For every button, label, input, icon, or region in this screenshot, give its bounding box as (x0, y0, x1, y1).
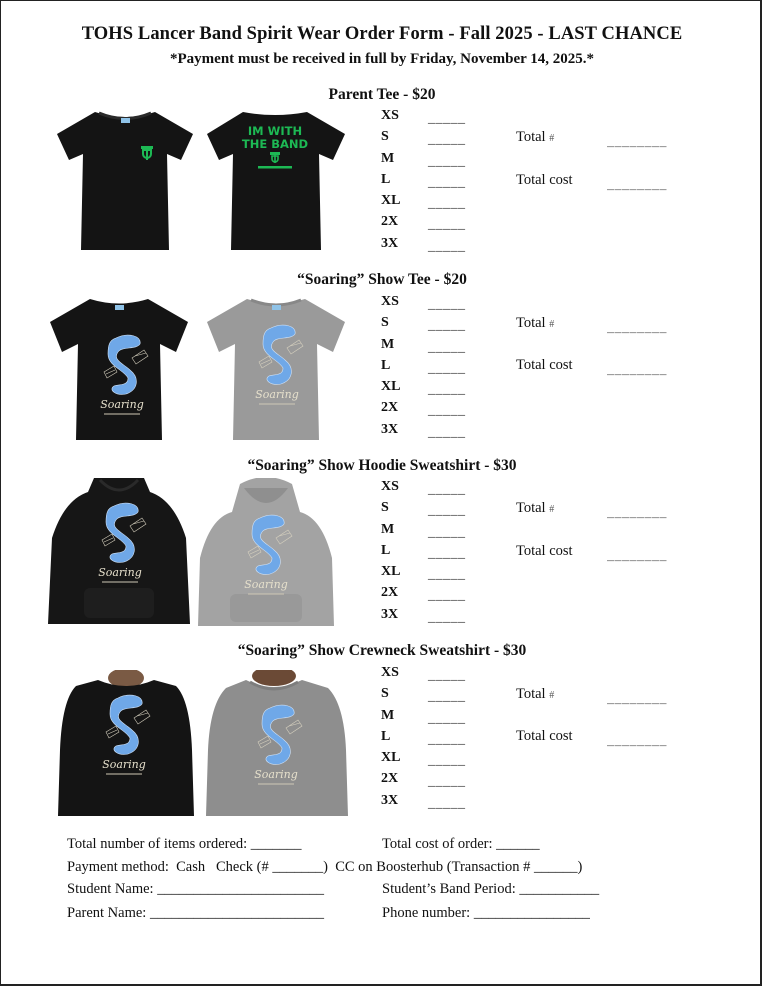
qty-field-3x[interactable]: _____ (428, 795, 466, 811)
qty-field-xs[interactable]: _____ (428, 297, 466, 312)
show-hoodie-gray-image (196, 478, 336, 626)
qty-field-3x[interactable]: _____ (428, 609, 466, 625)
qty-field-3x[interactable]: _____ (428, 424, 466, 440)
size-row-3x: 3X _____ (381, 235, 466, 254)
student-name-field[interactable]: Student Name: _______________________ (67, 881, 324, 897)
qty-field-s[interactable]: _____ (428, 318, 466, 334)
parent-tee-size-list (381, 108, 491, 257)
size-row-s: S _____ (381, 686, 466, 705)
section-title-show-crewneck: “Soaring” Show Crewneck Sweatshirt - $30 (237, 642, 527, 659)
size-row-2x: 2X _____ (381, 214, 466, 233)
qty-field-xl[interactable]: _____ (428, 382, 466, 398)
qty-field-2x[interactable]: _____ (428, 774, 466, 790)
total-items-ordered-field[interactable]: Total number of items ordered: _______ (67, 836, 302, 852)
size-row-s: S _____ (381, 129, 466, 148)
total-cost-of-order-field[interactable]: Total cost of order: ______ (382, 836, 540, 852)
qty-field-2x[interactable]: _____ (428, 217, 466, 233)
size-row-xl: XL _____ (381, 564, 466, 583)
size-row-3x: 3X _____ (381, 792, 466, 811)
section-title-show-tee: “Soaring” Show Tee - $20 (297, 271, 467, 288)
show-crewneck-total-count-label: Total # (516, 686, 555, 702)
size-row-xs: XS _____ (381, 294, 466, 312)
parent-name-field[interactable]: Parent Name: ________________________ (67, 905, 324, 921)
size-row-l: L _____ (381, 542, 466, 561)
section-title-parent-tee: Parent Tee - $20 (328, 86, 436, 103)
show-tee-gray-image (203, 296, 349, 442)
size-row-s: S _____ (381, 500, 466, 519)
qty-field-2x[interactable]: _____ (428, 588, 466, 604)
parent-tee-total-count-label: Total # (516, 129, 555, 145)
qty-field-l[interactable]: _____ (428, 545, 466, 561)
payment-deadline-note: *Payment must be received in full by Friday, November 14, 2025.* (170, 51, 594, 67)
size-row-m: M _____ (381, 336, 466, 355)
show-crewneck-black-image (58, 670, 194, 816)
qty-field-l[interactable]: _____ (428, 174, 466, 190)
show-crewneck-total-cost-field[interactable]: ________ (607, 731, 667, 747)
show-hoodie-total-count-field[interactable]: ________ (607, 503, 667, 519)
size-row-xs: XS _____ (381, 479, 466, 497)
show-crewneck-size-list (381, 665, 491, 814)
qty-field-xs[interactable]: _____ (428, 482, 466, 497)
qty-field-xs[interactable]: _____ (428, 111, 466, 126)
size-row-2x: 2X _____ (381, 585, 466, 604)
show-tee-total-cost-field[interactable]: ________ (607, 360, 667, 376)
parent-tee-back-image (201, 108, 349, 253)
show-hoodie-total-cost-label: Total cost (516, 543, 573, 559)
show-tee-total-cost-label: Total cost (516, 357, 573, 373)
qty-field-s[interactable]: _____ (428, 132, 466, 148)
section-title-show-hoodie: “Soaring” Show Hoodie Sweatshirt - $30 (247, 457, 517, 474)
size-row-xl: XL _____ (381, 379, 466, 398)
size-row-xs: XS _____ (381, 108, 466, 126)
qty-field-xl[interactable]: _____ (428, 753, 466, 769)
show-hoodie-total-cost-field[interactable]: ________ (607, 546, 667, 562)
size-row-m: M _____ (381, 521, 466, 540)
tag-icon (121, 118, 130, 123)
size-row-l: L _____ (381, 357, 466, 376)
qty-field-3x[interactable]: _____ (428, 238, 466, 254)
qty-field-s[interactable]: _____ (428, 503, 466, 519)
parent-tee-front-image (53, 108, 198, 253)
qty-field-xl[interactable]: _____ (428, 567, 466, 583)
qty-field-l[interactable]: _____ (428, 360, 466, 376)
show-tee-black-image (46, 296, 192, 442)
size-row-3x: 3X _____ (381, 606, 466, 625)
qty-field-xl[interactable]: _____ (428, 196, 466, 212)
size-row-3x: 3X _____ (381, 421, 466, 440)
band-period-field[interactable]: Student’s Band Period: ___________ (382, 881, 600, 897)
parent-tee-total-cost-field[interactable]: ________ (607, 175, 667, 191)
im-with-text: IM WITH (247, 124, 303, 138)
parent-tee-total-count-field[interactable]: ________ (607, 132, 667, 148)
size-row-xl: XL _____ (381, 193, 466, 212)
qty-field-m[interactable]: _____ (428, 153, 466, 169)
payment-method-field[interactable]: Payment method: Cash Check (# _______) CC on Boosterhub (Transaction # ______) (67, 859, 583, 875)
size-row-s: S _____ (381, 315, 466, 334)
size-row-xs: XS _____ (381, 665, 466, 683)
show-crewneck-total-cost-label: Total cost (516, 728, 573, 744)
qty-field-s[interactable]: _____ (428, 689, 466, 705)
show-tee-total-count-field[interactable]: ________ (607, 318, 667, 334)
parent-tee-total-cost-label: Total cost (516, 172, 573, 188)
size-row-m: M _____ (381, 707, 466, 726)
qty-field-m[interactable]: _____ (428, 710, 466, 726)
show-tee-size-list (381, 294, 491, 443)
qty-field-l[interactable]: _____ (428, 731, 466, 747)
show-hoodie-black-image (46, 478, 192, 624)
show-hoodie-size-list (381, 479, 491, 628)
form-title: TOHS Lancer Band Spirit Wear Order Form - Fall 2025 - LAST CHANCE (81, 24, 683, 44)
size-row-xl: XL _____ (381, 750, 466, 769)
size-row-m: M _____ (381, 150, 466, 169)
phone-number-field[interactable]: Phone number: ________________ (382, 905, 590, 921)
show-crewneck-total-count-field[interactable]: ________ (607, 689, 667, 705)
qty-field-xs[interactable]: _____ (428, 668, 466, 683)
size-row-l: L _____ (381, 171, 466, 190)
qty-field-2x[interactable]: _____ (428, 403, 466, 419)
size-row-2x: 2X _____ (381, 771, 466, 790)
show-tee-total-count-label: Total # (516, 315, 555, 331)
qty-field-m[interactable]: _____ (428, 339, 466, 355)
size-row-l: L _____ (381, 728, 466, 747)
the-band-text: THE BAND (241, 137, 309, 151)
show-crewneck-gray-image (204, 670, 350, 816)
qty-field-m[interactable]: _____ (428, 524, 466, 540)
show-hoodie-total-count-label: Total # (516, 500, 555, 516)
size-row-2x: 2X _____ (381, 400, 466, 419)
